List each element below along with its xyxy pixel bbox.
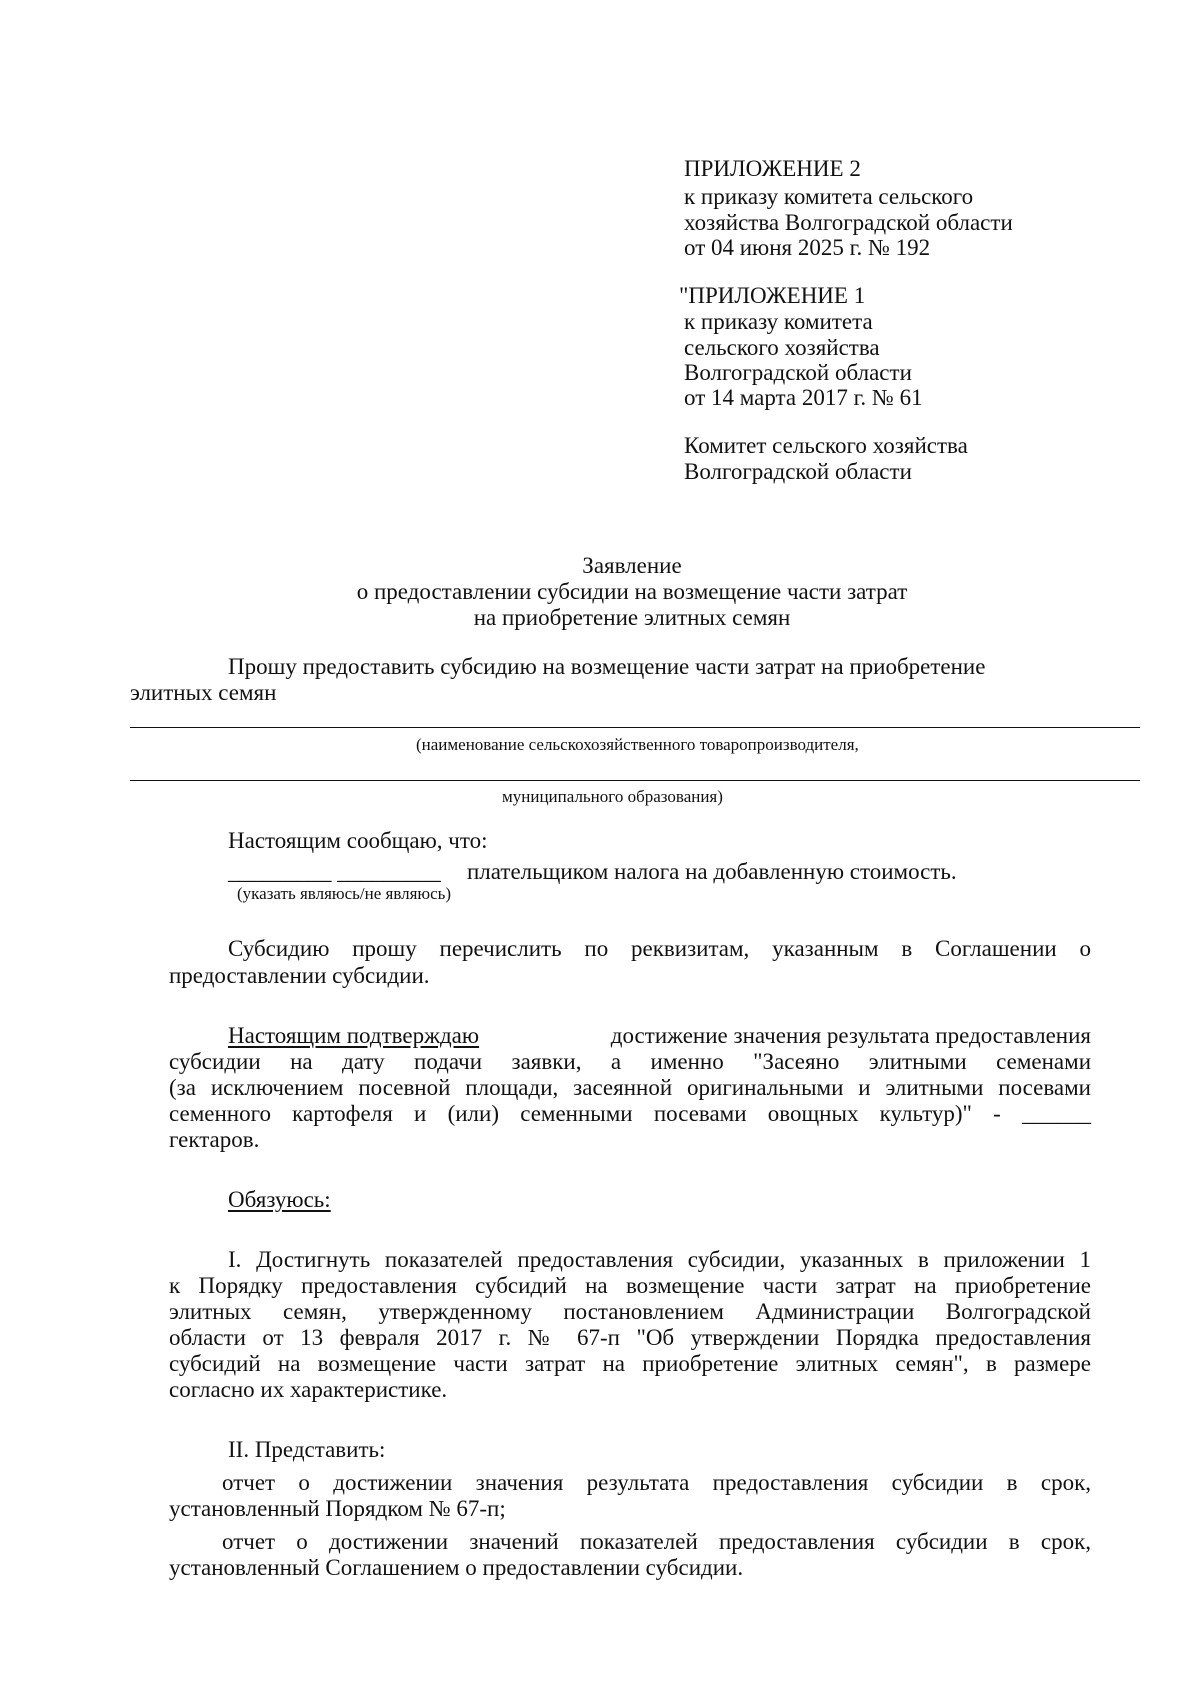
report-line: установленный Порядком № 67-п; (169, 1496, 506, 1521)
item2-heading: II. Представить: (228, 1437, 386, 1462)
applicant-name-caption: (наименование сельскохозяйственного товаропроизводителя, (416, 735, 859, 754)
request-line: Прошу предоставить субсидию на возмещение части затрат на приобретение (228, 654, 986, 679)
item1-line: I. Достигнуть показателей предоставления субсидии, указанных в приложении 1 (228, 1247, 1091, 1272)
confirm-first-line (228, 1022, 1091, 1050)
request-line: элитных семян (130, 680, 277, 705)
addressee-line: Волгоградской области (684, 459, 912, 484)
title-line: Заявление (582, 553, 682, 578)
addressee-line: Комитет сельского хозяйства (684, 433, 968, 458)
appendix-2-title: ПРИЛОЖЕНИЕ 2 (684, 156, 861, 181)
transfer-line: предоставлении субсидии. (169, 963, 430, 988)
appendix-1-line: к приказу комитета (684, 309, 873, 334)
appendix-1-line: Волгоградской области (684, 360, 912, 385)
report-line: установленный Соглашением о предоставлении субсидии. (169, 1555, 744, 1580)
report-line: отчет о достижении значения результата предоставления субсидии в срок, (222, 1470, 1091, 1495)
appendix-2-line: от 04 июня 2025 г. № 192 (684, 235, 931, 260)
item1-line: элитных семян, утвержденному постановлением Администрации Волгоградской (169, 1299, 1091, 1324)
municipality-line[interactable] (130, 780, 1140, 781)
notice-intro: Настоящим сообщаю, что: (228, 828, 488, 853)
item1-line: субсидий на возмещение части затрат на приобретение элитных семян", в размере (169, 1351, 1091, 1376)
title-line: на приобретение элитных семян (473, 605, 791, 630)
vat-status-blank[interactable]: _________ _________ (228, 859, 441, 884)
item1-last-line: согласно их характеристике. (169, 1377, 448, 1402)
confirm-line: (за исключением посевной площади, засеянной оригинальными и элитными посевами (169, 1075, 1091, 1100)
municipality-caption: муниципального образования) (502, 787, 723, 806)
vat-status-caption: (указать являюсь/не являюсь) (237, 884, 452, 903)
report-line: отчет о достижении значений показателей предоставления субсидии в срок, (222, 1529, 1091, 1554)
confirm-rest: достижение значения результата предоставления (610, 1023, 1091, 1048)
notice-text: плательщиком налога на добавленную стоимость. (467, 859, 957, 884)
appendix-2-line: к приказу комитета сельского (684, 184, 974, 209)
appendix-1-line: от 14 марта 2017 г. № 61 (684, 385, 923, 410)
confirm-underlined: Настоящим подтверждаю (228, 1023, 480, 1048)
transfer-line: Субсидию прошу перечислить по реквизитам, указанным в Соглашении о (228, 936, 1091, 961)
item1-line: к Порядку предоставления субсидий на возмещение части затрат на приобретение (169, 1273, 1091, 1298)
appendix-1-line: сельского хозяйства (684, 335, 880, 360)
appendix-2-line: хозяйства Волгоградской области (684, 210, 1013, 235)
item1-line: области от 13 февраля 2017 г. № 67-п "Об утверждении Порядка предоставления (169, 1325, 1091, 1350)
confirm-line: субсидии на дату подачи заявки, а именно "Засеяно элитными семенами (169, 1049, 1091, 1074)
applicant-name-line[interactable] (130, 727, 1140, 728)
confirm-line: семенного картофеля и (или) семенными посевами овощных культур)" - ______ (169, 1101, 1091, 1126)
title-line: о предоставлении субсидии на возмещение части затрат (356, 579, 908, 604)
appendix-1-title: "ПРИЛОЖЕНИЕ 1 (679, 283, 866, 308)
obligation-heading: Обязуюсь: (228, 1187, 331, 1212)
confirm-last-line: гектаров. (169, 1127, 260, 1152)
